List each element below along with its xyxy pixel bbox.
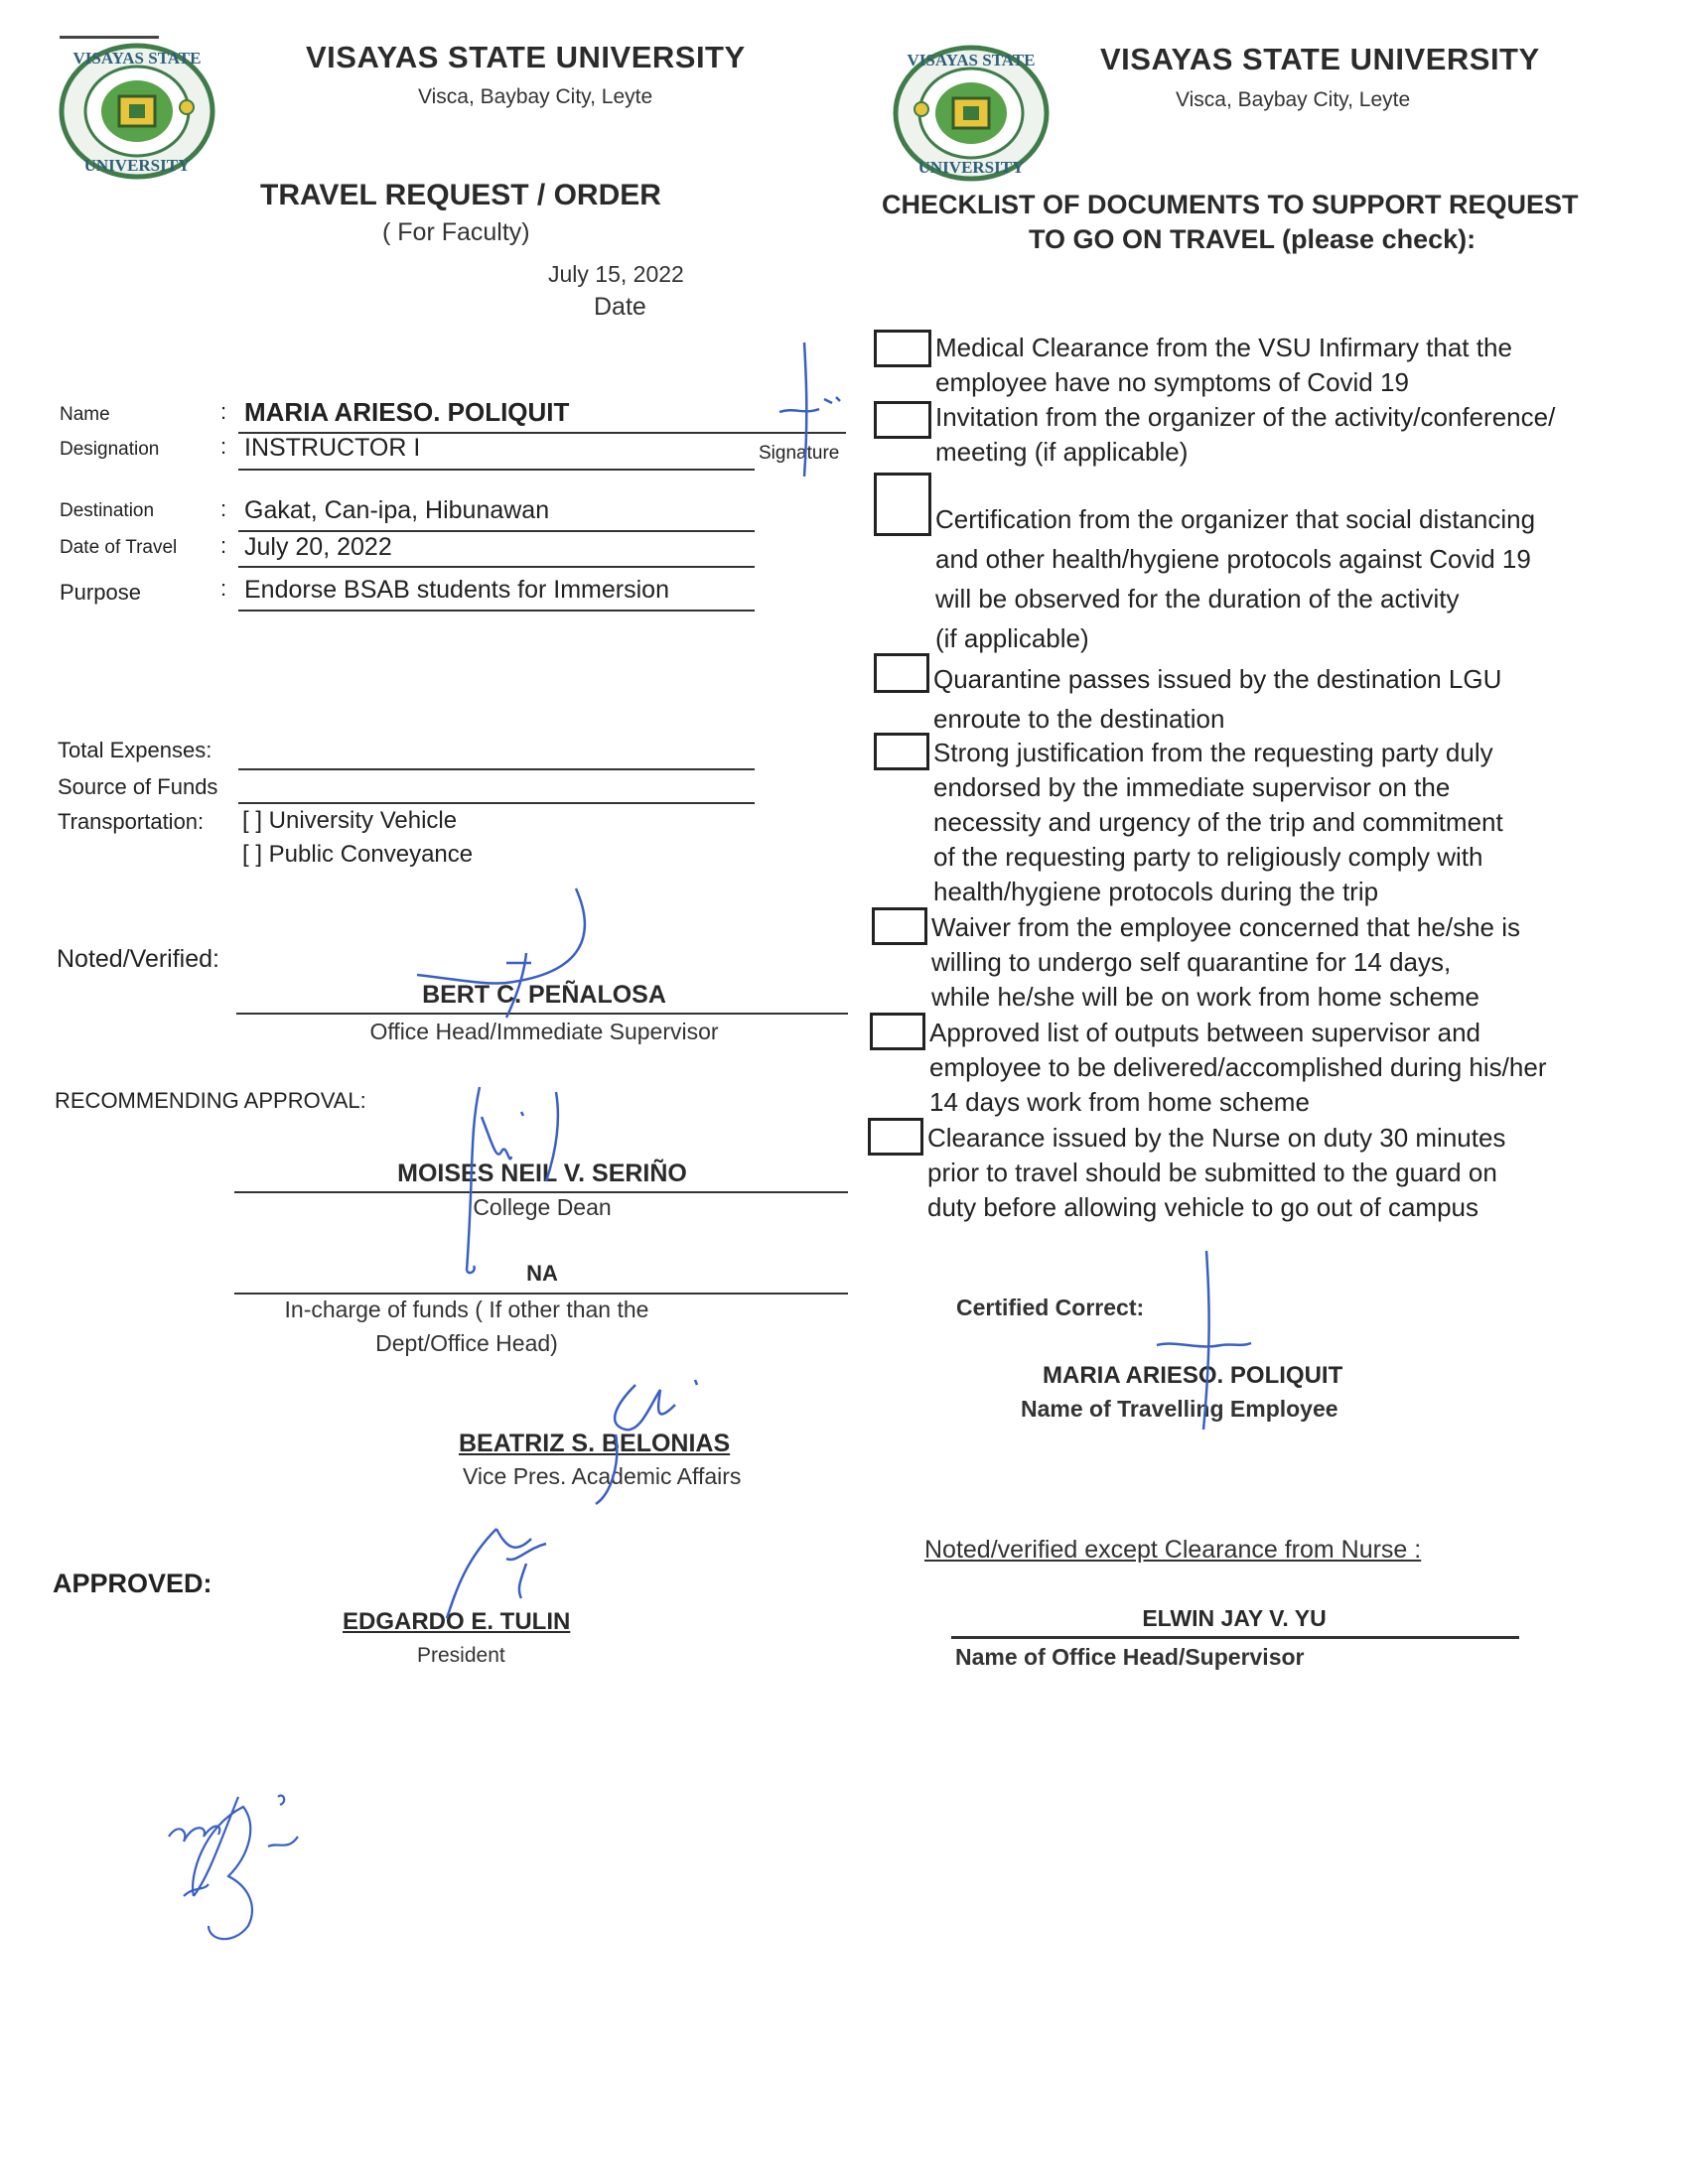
designation-colon: : bbox=[220, 434, 227, 459]
noted-signatory-line bbox=[236, 1013, 848, 1015]
university-seal-right-icon bbox=[892, 44, 1051, 183]
date-of-travel-value: July 20, 2022 bbox=[244, 533, 392, 561]
destination-colon: : bbox=[220, 496, 227, 521]
request-date-label: Date bbox=[594, 293, 646, 321]
checklist-item-3: Certification from the organizer that social distancing and other health/hygiene protocols against Covid 19 will be observed for the duration of the activity (if applicable) bbox=[935, 504, 1536, 653]
dean-line bbox=[234, 1191, 848, 1193]
office-head-line bbox=[951, 1636, 1519, 1639]
checklist-checkbox-4[interactable] bbox=[874, 653, 929, 693]
university-name-right: VISAYAS STATE UNIVERSITY bbox=[1100, 42, 1540, 76]
president-name: EDGARDO E. TULIN bbox=[343, 1608, 571, 1635]
purpose-underline bbox=[238, 610, 755, 612]
funds-in-charge-position-line2: Dept/Office Head) bbox=[375, 1330, 558, 1356]
designation-underline bbox=[238, 469, 755, 471]
checklist-item-1: Medical Clearance from the VSU Infirmary that the employee have no symptoms of Covid 19 bbox=[935, 333, 1512, 397]
certified-employee-name: MARIA ARIESO. POLIQUIT bbox=[1043, 1362, 1343, 1389]
checklist-title-line1: CHECKLIST OF DOCUMENTS TO SUPPORT REQUEST bbox=[882, 190, 1579, 219]
purpose-label: Purpose bbox=[60, 580, 141, 605]
checklist-checkbox-5[interactable] bbox=[874, 733, 929, 770]
destination-value: Gakat, Can-ipa, Hibunawan bbox=[244, 496, 550, 524]
destination-label: Destination bbox=[60, 500, 155, 521]
checklist-checkbox-3[interactable] bbox=[874, 473, 931, 536]
checklist-checkbox-8[interactable] bbox=[868, 1118, 923, 1156]
noted-verified-label: Noted/Verified: bbox=[57, 945, 219, 973]
recommending-approval-label: RECOMMENDING APPROVAL: bbox=[55, 1088, 366, 1113]
president-position: President bbox=[417, 1644, 505, 1667]
total-expenses-underline bbox=[238, 768, 755, 770]
transportation-label: Transportation: bbox=[58, 809, 205, 834]
funds-in-charge-line bbox=[234, 1293, 848, 1295]
checklist-checkbox-1[interactable] bbox=[874, 330, 931, 367]
noted-signatory-name: BERT C. PEÑALOSA bbox=[422, 981, 666, 1009]
source-of-funds-label: Source of Funds bbox=[58, 774, 218, 799]
office-head-name: ELWIN JAY V. YU bbox=[1142, 1605, 1327, 1631]
transport-option-public-conveyance[interactable]: [ ] Public Conveyance bbox=[242, 841, 474, 868]
total-expenses-label: Total Expenses: bbox=[58, 738, 212, 762]
date-of-travel-underline bbox=[238, 566, 755, 568]
name-label: Name bbox=[60, 404, 110, 425]
checklist-item-5: Strong justification from the requesting party duly endorsed by the immediate supervisor on the necessity and urgency of the trip and commitment of the requesting party to religiously comply with health/hygiene protocols during the trip bbox=[933, 738, 1503, 906]
signature-label: Signature bbox=[759, 443, 840, 464]
name-colon: : bbox=[220, 399, 227, 424]
svg-text:UNIVERSITY: UNIVERSITY bbox=[83, 156, 191, 175]
dean-position: College Dean bbox=[473, 1194, 612, 1220]
svg-text:VISAYAS STATE: VISAYAS STATE bbox=[72, 49, 202, 68]
purpose-value: Endorse BSAB students for Immersion bbox=[244, 576, 669, 604]
transport-option-university-vehicle[interactable]: [ ] University Vehicle bbox=[242, 807, 458, 834]
svg-text:UNIVERSITY: UNIVERSITY bbox=[917, 158, 1025, 177]
date-of-travel-colon: : bbox=[220, 533, 227, 558]
funds-in-charge-name: NA bbox=[526, 1261, 558, 1286]
checklist-item-7: Approved list of outputs between supervisor and employee to be delivered/accomplished during his/her 14 days work from home scheme bbox=[929, 1018, 1547, 1117]
funds-in-charge-position-line1: In-charge of funds ( If other than the bbox=[284, 1297, 649, 1322]
checklist-item-6: Waiver from the employee concerned that he/she is willing to undergo self quarantine for 14 days, while he/she will be on work from home scheme bbox=[931, 912, 1520, 1012]
university-address-left: Visca, Baybay City, Leyte bbox=[418, 85, 653, 108]
svg-text:VISAYAS STATE: VISAYAS STATE bbox=[907, 51, 1036, 69]
purpose-colon: : bbox=[220, 576, 227, 601]
destination-underline bbox=[238, 530, 755, 532]
vp-academic-affairs-name: BEATRIZ S. BELONIAS bbox=[459, 1430, 731, 1457]
approved-label: APPROVED: bbox=[53, 1569, 212, 1598]
form-title: TRAVEL REQUEST / ORDER bbox=[260, 179, 661, 211]
checklist-title-line2: TO GO ON TRAVEL (please check): bbox=[1029, 224, 1477, 254]
designation-label: Designation bbox=[60, 439, 160, 460]
dean-name: MOISES NEIL V. SERIÑO bbox=[397, 1160, 687, 1187]
checklist-item-2: Invitation from the organizer of the activity/conference/ meeting (if applicable) bbox=[935, 402, 1556, 467]
vp-academic-affairs-position: Vice Pres. Academic Affairs bbox=[463, 1463, 742, 1489]
university-name-left: VISAYAS STATE UNIVERSITY bbox=[306, 40, 746, 74]
checklist-checkbox-6[interactable] bbox=[872, 907, 927, 945]
certified-employee-position: Name of Travelling Employee bbox=[1021, 1396, 1338, 1422]
university-seal-left-icon bbox=[58, 42, 216, 181]
nurse-clearance-note: Noted/verified except Clearance from Nurse : bbox=[924, 1536, 1422, 1564]
designation-value: INSTRUCTOR I bbox=[244, 434, 421, 462]
certified-correct-label: Certified Correct: bbox=[956, 1295, 1145, 1320]
office-head-position: Name of Office Head/Supervisor bbox=[955, 1644, 1305, 1670]
request-date-value: July 15, 2022 bbox=[548, 261, 684, 287]
date-of-travel-label: Date of Travel bbox=[60, 537, 178, 558]
noted-signatory-position: Office Head/Immediate Supervisor bbox=[369, 1019, 719, 1044]
received-handwritten-note-icon bbox=[149, 1767, 348, 1956]
checklist-checkbox-2[interactable] bbox=[874, 401, 931, 439]
checklist-item-4: Quarantine passes issued by the destination LGU enroute to the destination bbox=[933, 664, 1502, 734]
checklist-checkbox-7[interactable] bbox=[870, 1013, 925, 1050]
name-value: MARIA ARIESO. POLIQUIT bbox=[244, 397, 570, 427]
form-subtitle: ( For Faculty) bbox=[382, 218, 530, 246]
checklist-item-8: Clearance issued by the Nurse on duty 30 minutes prior to travel should be submitted to the guard on duty before allowing vehicle to go out of campus bbox=[927, 1123, 1506, 1222]
top-left-rule bbox=[60, 36, 159, 39]
university-address-right: Visca, Baybay City, Leyte bbox=[1176, 88, 1411, 111]
source-of-funds-underline bbox=[238, 802, 755, 804]
